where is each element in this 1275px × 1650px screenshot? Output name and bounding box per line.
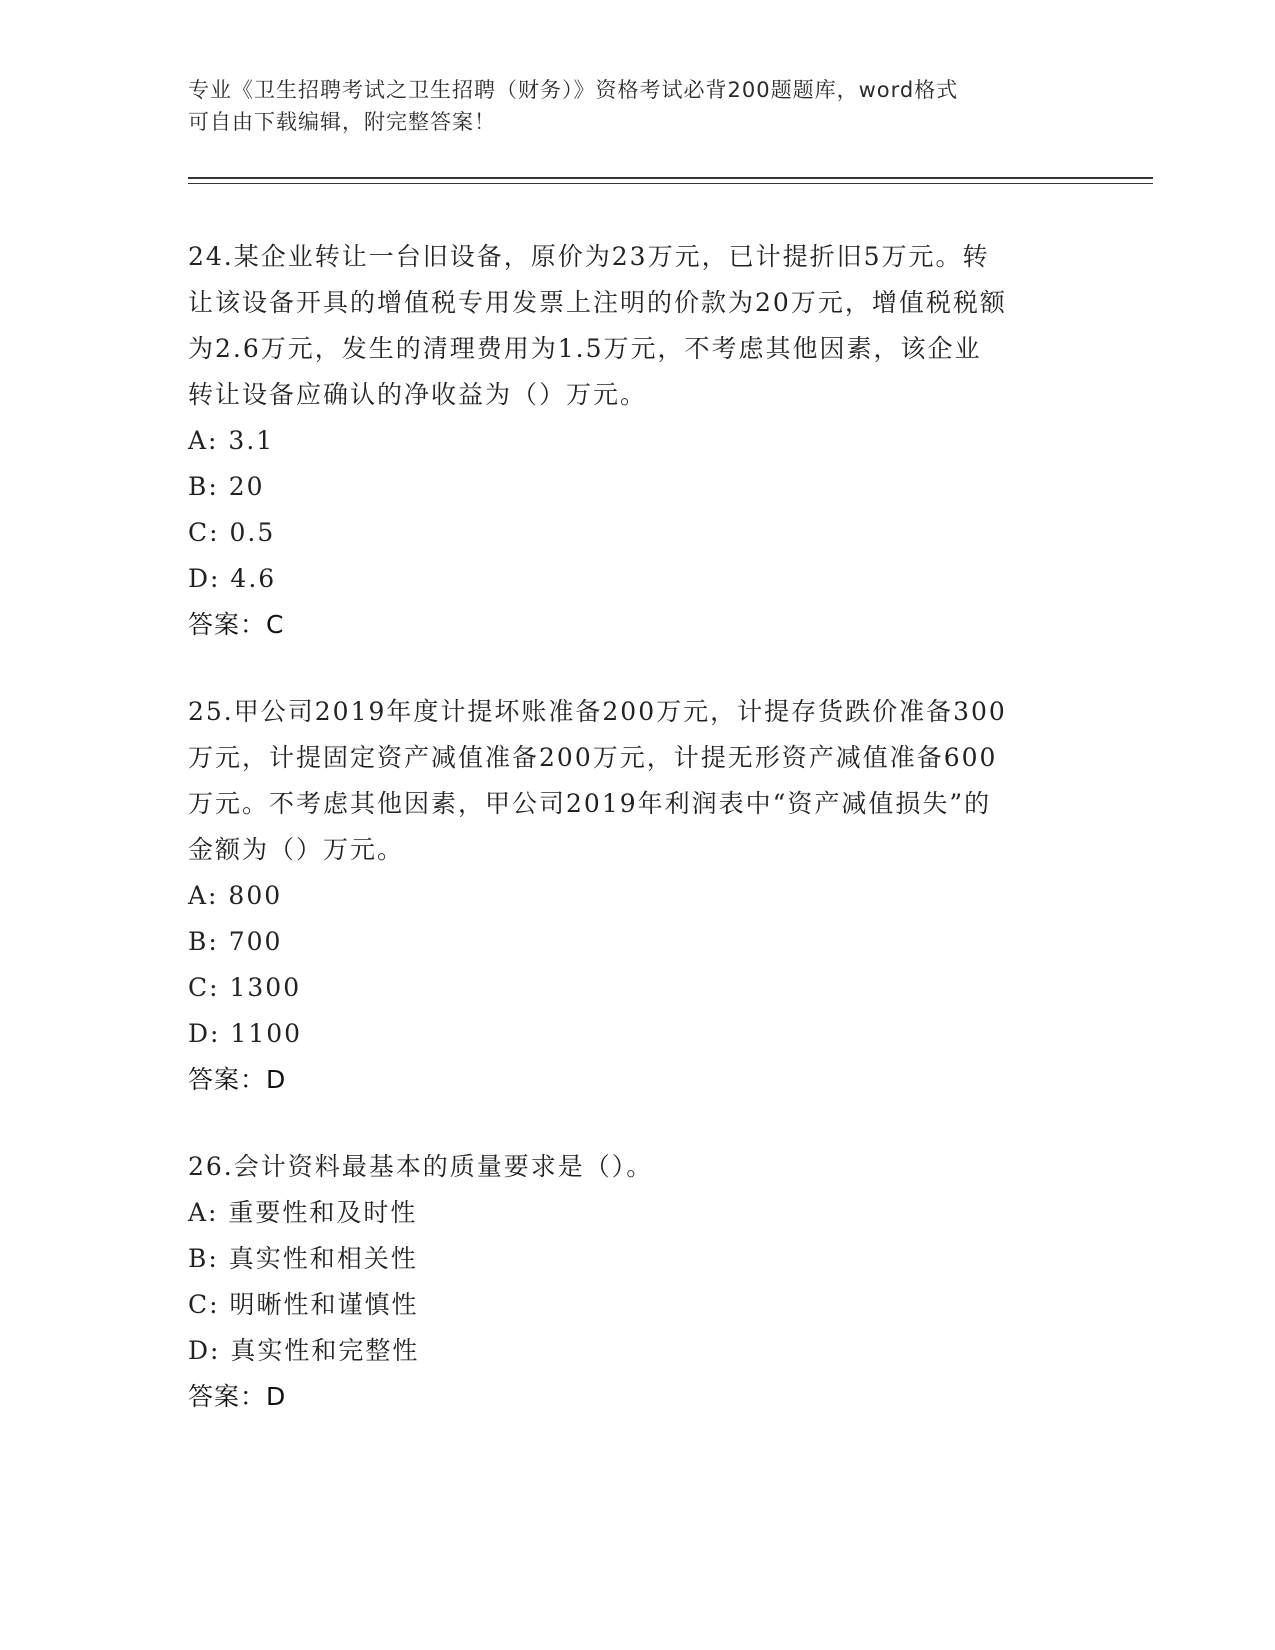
answer-line: 答案：D — [188, 1382, 287, 1411]
question-stem-line: 26.会计资料最基本的质量要求是（）。 — [188, 1152, 654, 1181]
document-header — [188, 74, 1068, 138]
header-divider-thin — [188, 183, 1153, 184]
option-c: C: 1300 — [188, 973, 302, 1002]
option-a: A: 3.1 — [188, 426, 275, 455]
answer-line: 答案：C — [188, 610, 285, 639]
option-b: B: 真实性和相关性 — [188, 1244, 418, 1273]
answer-line: 答案：D — [188, 1065, 287, 1094]
question-25 — [188, 689, 1088, 1103]
header-line-2: 可自由下载编辑，附完整答案！ — [188, 110, 496, 134]
question-stem-line: 金额为（）万元。 — [188, 835, 405, 864]
question-stem-line: 转让设备应确认的净收益为（）万元。 — [188, 380, 648, 409]
question-stem-line: 为2.6万元，发生的清理费用为1.5万元，不考虑其他因素，该企业 — [188, 334, 982, 363]
option-d: D: 4.6 — [188, 564, 277, 593]
question-stem-line: 让该设备开具的增值税专用发票上注明的价款为20万元，增值税税额 — [188, 288, 1007, 317]
option-b: B: 20 — [188, 472, 265, 501]
option-c: C: 0.5 — [188, 518, 276, 547]
question-26 — [188, 1144, 1088, 1420]
option-c: C: 明晰性和谨慎性 — [188, 1290, 419, 1319]
question-stem-line: 万元。不考虑其他因素，甲公司2019年利润表中“资产减值损失”的 — [188, 789, 992, 818]
question-stem-line: 24.某企业转让一台旧设备，原价为23万元，已计提折旧5万元。转 — [188, 242, 990, 271]
option-d: D: 1100 — [188, 1019, 303, 1048]
question-stem-line: 万元，计提固定资产减值准备200万元，计提无形资产减值准备600 — [188, 743, 998, 772]
question-stem-line: 25.甲公司2019年度计提坏账准备200万元，计提存货跌价准备300 — [188, 697, 1007, 726]
question-24 — [188, 234, 1088, 648]
option-a: A: 重要性和及时性 — [188, 1198, 418, 1227]
option-b: B: 700 — [188, 927, 283, 956]
option-d: D: 真实性和完整性 — [188, 1336, 420, 1365]
header-line-1: 专业《卫生招聘考试之卫生招聘（财务）》资格考试必背200题题库，word格式 — [188, 78, 959, 102]
option-a: A: 800 — [188, 881, 283, 910]
header-divider-thick — [188, 177, 1153, 179]
